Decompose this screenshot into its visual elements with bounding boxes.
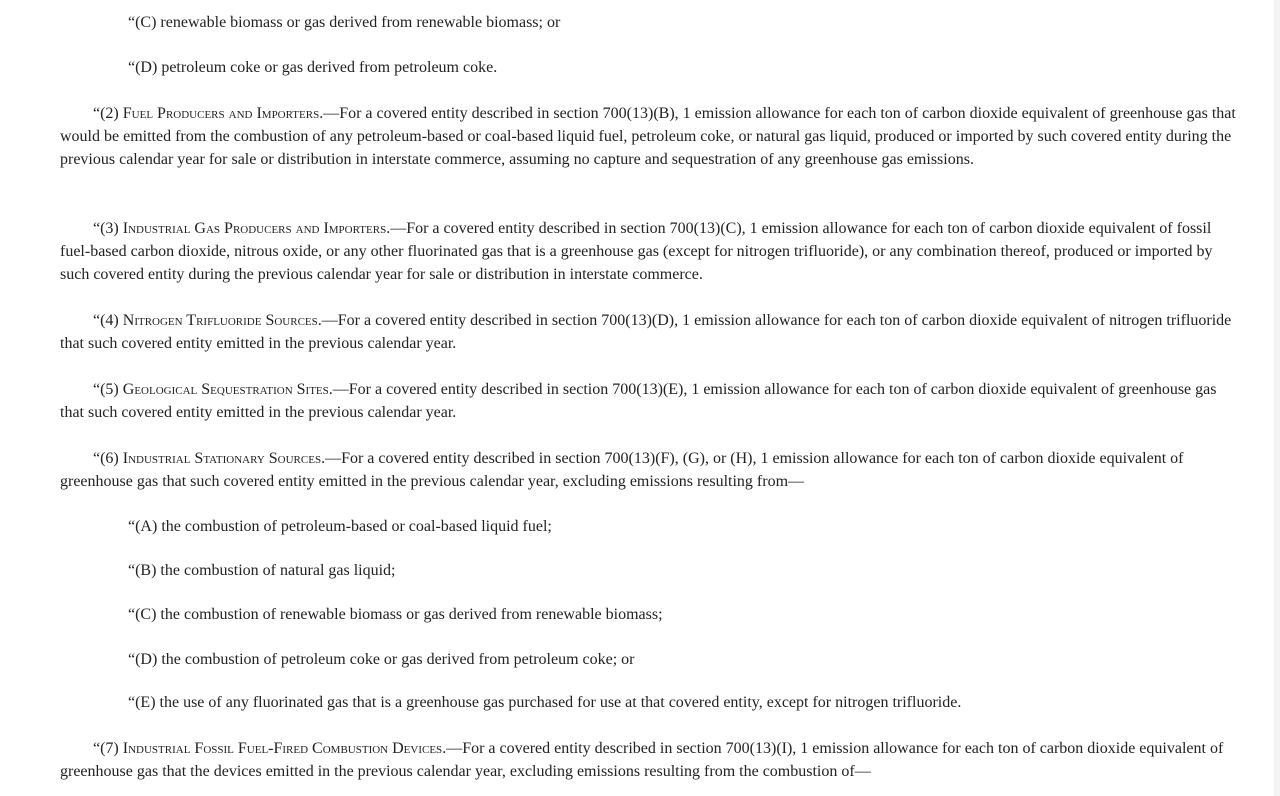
paragraph-body: .—For a covered entity described in section 700(13)(C), 1 emission allowance for each ton of carbon dioxide equivalent of fossil fuel-based carbon dioxide, nitrous oxide, or any other fluorinated gas that is a greenhouse gas (except for nitrogen trifluoride), or any combination thereof, produced or imported by such covered entity during the previous calendar year for sale or distribution in interstate commerce. — [60, 220, 1213, 283]
paragraph-lead: “(5) — [93, 381, 123, 398]
paragraph-lead: “(2) — [93, 105, 123, 122]
paragraph-body: .—For a covered entity described in section 700(13)(I), 1 emission allowance for each ton of carbon dioxide equivalent of greenhouse gas that the devices emitted in the previous calendar year, excluding emissions resulting from the combustion of— — [60, 740, 1224, 780]
paragraph-lead: “(6) — [93, 450, 123, 467]
sub-item-c-renewable-biomass-combustion: “(C) the combustion of renewable biomass or gas derived from renewable biomass; — [128, 606, 663, 623]
sub-item-d-petroleum-coke-combustion: “(D) the combustion of petroleum coke or gas derived from petroleum coke; or — [128, 651, 635, 668]
sub-item-c-renewable-biomass: “(C) renewable biomass or gas derived from renewable biomass; or — [128, 14, 561, 31]
paragraph-6-industrial-stationary — [60, 447, 1240, 493]
paragraph-3-industrial-gas-producers — [60, 217, 1240, 286]
paragraph-heading: Industrial Fossil Fuel-Fired Combustion Devices — [122, 740, 443, 757]
paragraph-body: .—For a covered entity described in section 700(13)(B), 1 emission allowance for each ton of carbon dioxide equivalent of greenhouse gas that would be emitted from the combustion of any petroleum-based or coal-based liquid fuel, petroleum coke, or natural gas liquid, produced or imported by such covered entity during the previous calendar year for sale or distribution in interstate commerce, assuming no capture and sequestration of any greenhouse gas emissions. — [60, 105, 1236, 168]
paragraph-lead: “(7) — [93, 740, 123, 757]
paragraph-heading: Fuel Producers and Importers — [122, 105, 320, 122]
paragraph-lead: “(3) — [93, 220, 123, 237]
sub-item-a-liquid-fuel: “(A) the combustion of petroleum-based or coal-based liquid fuel; — [128, 518, 552, 535]
paragraph-7-combustion-devices — [60, 737, 1240, 783]
vertical-scrollbar[interactable] — [1274, 0, 1280, 796]
paragraph-5-geological-sequestration — [60, 378, 1240, 424]
paragraph-body: .—For a covered entity described in section 700(13)(D), 1 emission allowance for each ton of carbon dioxide equivalent of nitrogen trifluoride that such covered entity emitted in the previous calendar year. — [60, 312, 1232, 352]
paragraph-heading: Industrial Gas Producers and Importers — [122, 220, 387, 237]
paragraph-heading: Nitrogen Trifluoride Sources — [122, 312, 318, 329]
sub-item-e-fluorinated-gas: “(E) the use of any fluorinated gas that is a greenhouse gas purchased for use at that covered entity, except for nitrogen trifluoride. — [128, 694, 962, 711]
paragraph-body: .—For a covered entity described in section 700(13)(F), (G), or (H), 1 emission allowance for each ton of carbon dioxide equivalent of greenhouse gas that such covered entity emitted in the previous calendar year, excluding emissions resulting from— — [60, 450, 1184, 490]
sub-item-b-natural-gas-liquid: “(B) the combustion of natural gas liquid; — [128, 562, 396, 579]
sub-item-d-petroleum-coke: “(D) petroleum coke or gas derived from petroleum coke. — [128, 59, 498, 76]
paragraph-2-fuel-producers — [60, 102, 1240, 171]
paragraph-4-nitrogen-trifluoride — [60, 309, 1240, 355]
paragraph-lead: “(4) — [93, 312, 123, 329]
paragraph-body: .—For a covered entity described in section 700(13)(E), 1 emission allowance for each ton of carbon dioxide equivalent of greenhouse gas that such covered entity emitted in the previous calendar year. — [60, 381, 1217, 421]
paragraph-heading: Industrial Stationary Sources — [122, 450, 322, 467]
paragraph-heading: Geological Sequestration Sites — [122, 381, 329, 398]
